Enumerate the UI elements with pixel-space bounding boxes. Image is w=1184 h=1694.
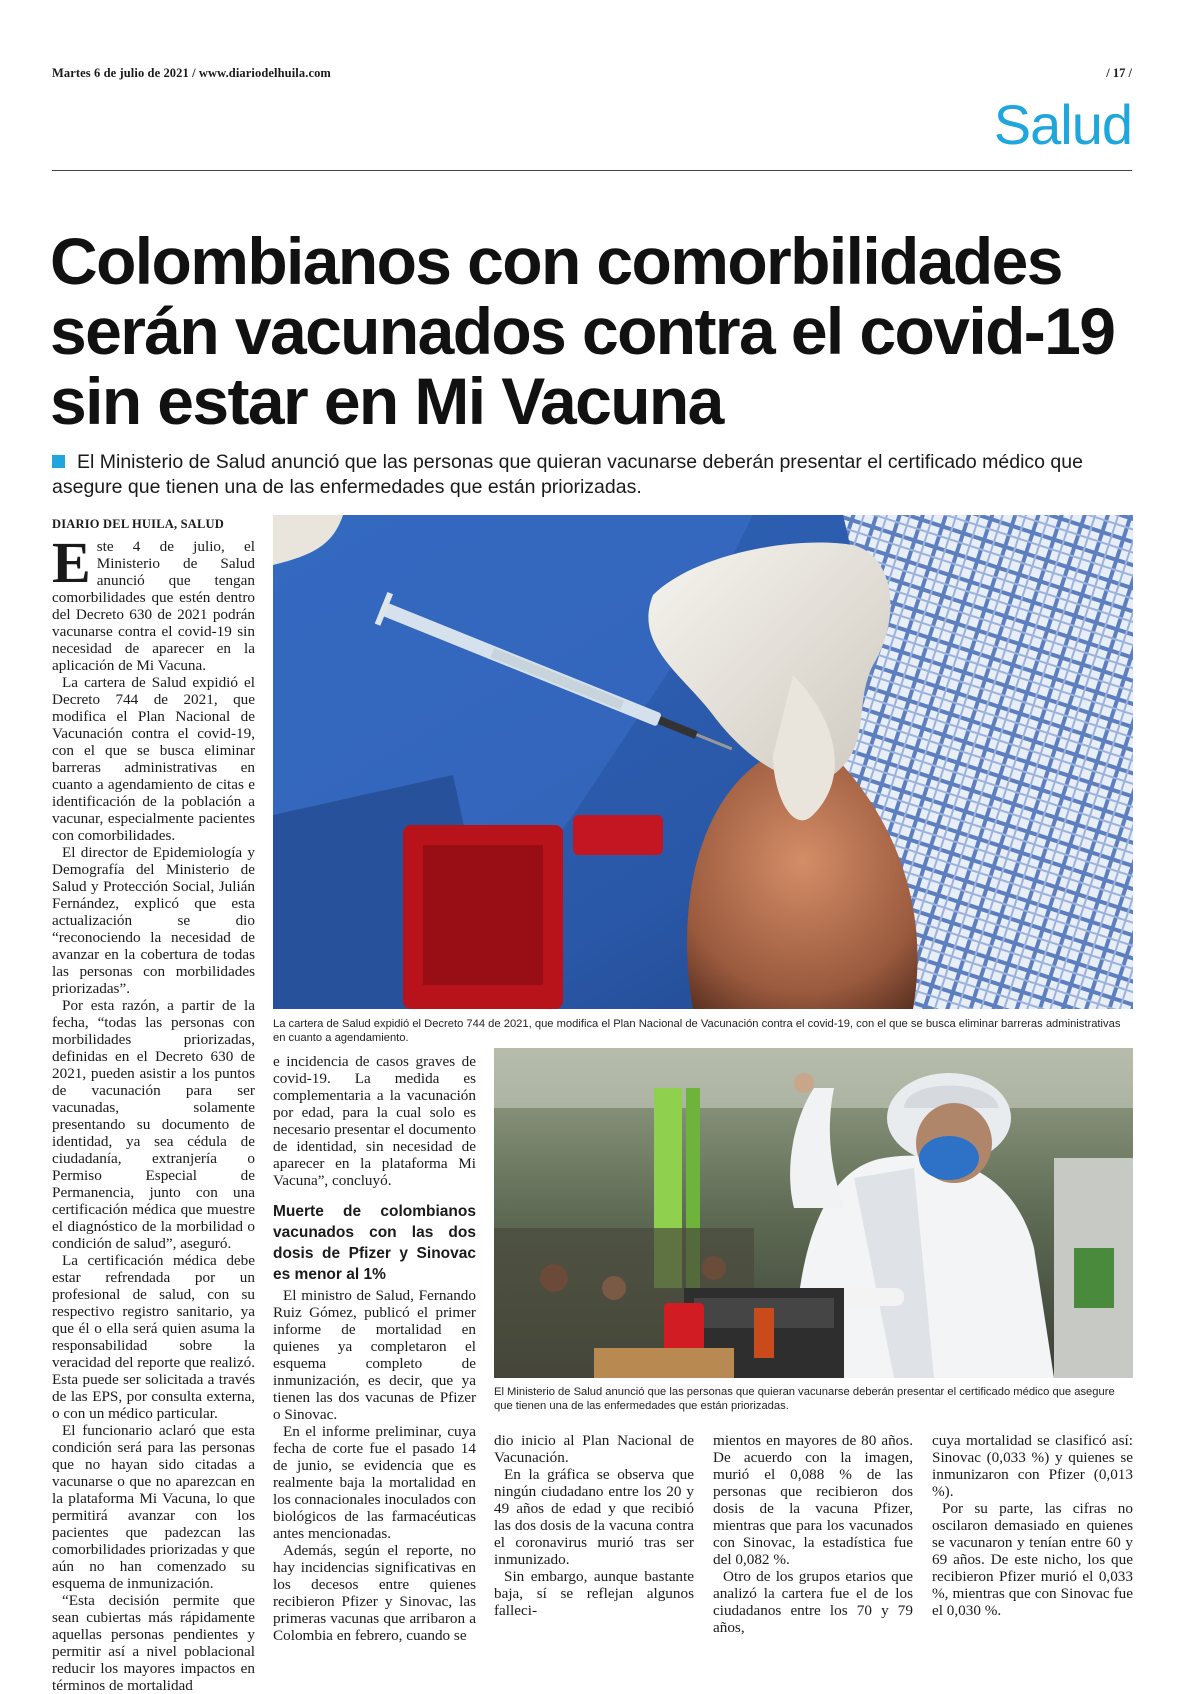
paragraph: dio inicio al Plan Nacional de Vacunación. [494, 1432, 694, 1466]
paragraph: Además, según el reporte, no hay incidencias significativas en los decesos entre quienes recibieron Pfizer y Sinovac, las primeras vacunas que arribaron a Colombia en febrero, cuando se [273, 1542, 476, 1644]
paragraph: Por su parte, las cifras no oscilaron demasiado en quienes se vacunaron y tenían entre 60 y 69 años. De este nicho, los que recibieron Pfizer murió el 0,033 %, mientras que con Sinovac fue el 0,030 %. [932, 1500, 1133, 1619]
paragraph: Otro de los grupos etarios que analizó la cartera fue el de los ciudadanos entre los 70 y 79 años, [713, 1568, 913, 1636]
deck [52, 450, 1132, 500]
paragraph: cuya mortalidad se clasificó así: Sinovac (0,033 %) y quienes se inmunizaron con Pfizer (0,013 %). [932, 1432, 1133, 1500]
health-worker-photo [494, 1048, 1133, 1378]
paragraph: En la gráfica se observa que ningún ciudadano entre los 20 y 49 años de edad y que recibió las dos dosis de la vacuna contra el coronavirus murió tras ser inmunizado. [494, 1466, 694, 1568]
paragraph: Por esta razón, a partir de la fecha, “todas las personas con morbilidades priorizadas, definidas en el Decreto 630 de 2021, pueden asistir a los puntos de vacunación para ser vacunadas, solamente presentando su documento de identidad, ya sea cédula de ciudadanía, extranjería o Permiso Especial de Permanencia, junto con una certificación médica que muestre el diagnóstico de la morbilidad o condición de salud”, aseguró. [52, 997, 255, 1252]
paragraph: La cartera de Salud expidió el Decreto 744 de 2021, que modifica el Plan Nacional de Vacunación contra el covid-19, con el que se busca eliminar barreras administrativas en cuanto a agendamiento de citas e identificación de la población a vacunar, especialmente pacientes con comorbilidades. [52, 674, 255, 844]
paragraph: mientos en mayores de 80 años. De acuerdo con la imagen, murió el 0,088 % de las personas que recibieron dos dosis de la vacuna Pfizer, mientras que para los vacunados con Sinovac, la estadística fue del 0,082 %. [713, 1432, 913, 1568]
dateline: Martes 6 de julio de 2021 / www.diariodelhuila.com [52, 66, 331, 80]
paragraph: En el informe preliminar, cuya fecha de corte fue el pasado 14 de junio, se evidencia que es realmente baja la mortalidad en los connacionales inoculados con biológicos de las farmacéuticas antes mencionadas. [273, 1423, 476, 1542]
paragraph: “Esta decisión permite que sean cubiertas más rápidamente aquellas personas pendientes y permitir así a nivel poblacional reducir los mayores impactos en términos de mortalidad [52, 1592, 255, 1694]
byline: DIARIO DEL HUILA, SALUD [52, 517, 224, 531]
photo-caption-2: El Ministerio de Salud anunció que las personas que quieran vacunarse deberán presentar el certificado médico que asegure que tienen una de las enfermedades que están priorizadas. [494, 1386, 1115, 1412]
page-number: / 17 / [1106, 66, 1132, 80]
paragraph: e incidencia de casos graves de covid-19. La medida es complementaria a la vacunación por edad, para la cual solo es necesario presentar el documento de identidad, sin necesidad de aparecer en la plataforma Mi Vacuna”, concluyó. [273, 1053, 476, 1189]
column-2 [273, 1053, 476, 1644]
paragraph: El ministro de Salud, Fernando Ruiz Gómez, publicó el primer informe de mortalidad en quienes ya completaron el esquema completo de inmunización, es decir, que ya tienen las dos vacunas de Pfizer o Sinovac. [273, 1287, 476, 1423]
column-4 [713, 1432, 913, 1636]
photo-syringe-injection [273, 515, 1133, 1009]
paragraph: Este 4 de julio, el Ministerio de Salud anunció que tengan comorbilidades que estén dentro del Decreto 630 de 2021 podrán vacunarse contra el covid-19 sin necesidad de aparecer en la aplicación de Mi Vacuna. [52, 530, 255, 674]
paragraph: La certificación médica debe estar refrendada por un profesional de salud, con su respectivo registro sanitario, ya que él o ella será quien asuma la responsabilidad sobre la veracidad del reporte que realizó. Esta puede ser solicitada a través de las EPS, por consulta externa, o con un médico particular. [52, 1252, 255, 1422]
column-1 [52, 530, 255, 1694]
paragraph: El director de Epidemiología y Demografía del Ministerio de Salud y Protección Social, Julián Fernández, explicó que esta actualización se dio “reconociendo la necesidad de avanzar en la cobertura de todas las personas con morbilidades priorizadas”. [52, 844, 255, 997]
paragraph: Sin embargo, aunque bastante baja, sí se reflejan algunos falleci- [494, 1568, 694, 1619]
column-5 [932, 1432, 1133, 1619]
deck-text: El Ministerio de Salud anunció que las personas que quieran vacunarse deberán presentar el certificado médico que asegure que tienen una de las enfermedades que están priorizadas. [52, 451, 1083, 498]
photo-health-worker [494, 1048, 1133, 1378]
subheading: Muerte de colombianos vacunados con las dos dosis de Pfizer y Sinovac es menor al 1% [273, 1203, 476, 1283]
header-rule [52, 170, 1132, 171]
headline: Colombianos con comorbilidades serán vacunados contra el covid-19 sin estar en Mi Vacuna [50, 224, 1115, 438]
paragraph: El funcionario aclaró que esta condición será para las personas que no hayan sido citadas a vacunarse o que no aparezcan en la plataforma Mi Vacuna, lo que permitirá avanzar con los pacientes que padezcan las comorbilidades priorizadas y que aún no han comenzado su esquema de inmunización. [52, 1422, 255, 1592]
dropcap: E [52, 530, 91, 595]
vaccination-photo [273, 515, 1133, 1009]
section-title: Salud [993, 93, 1132, 156]
bullet-square-icon [52, 455, 65, 468]
column-3 [494, 1432, 694, 1619]
photo-caption-1: La cartera de Salud expidió el Decreto 744 de 2021, que modifica el Plan Nacional de Vacunación contra el covid-19, con el que se busca eliminar barreras administrativas en cuanto a agendamiento. [273, 1018, 1121, 1044]
